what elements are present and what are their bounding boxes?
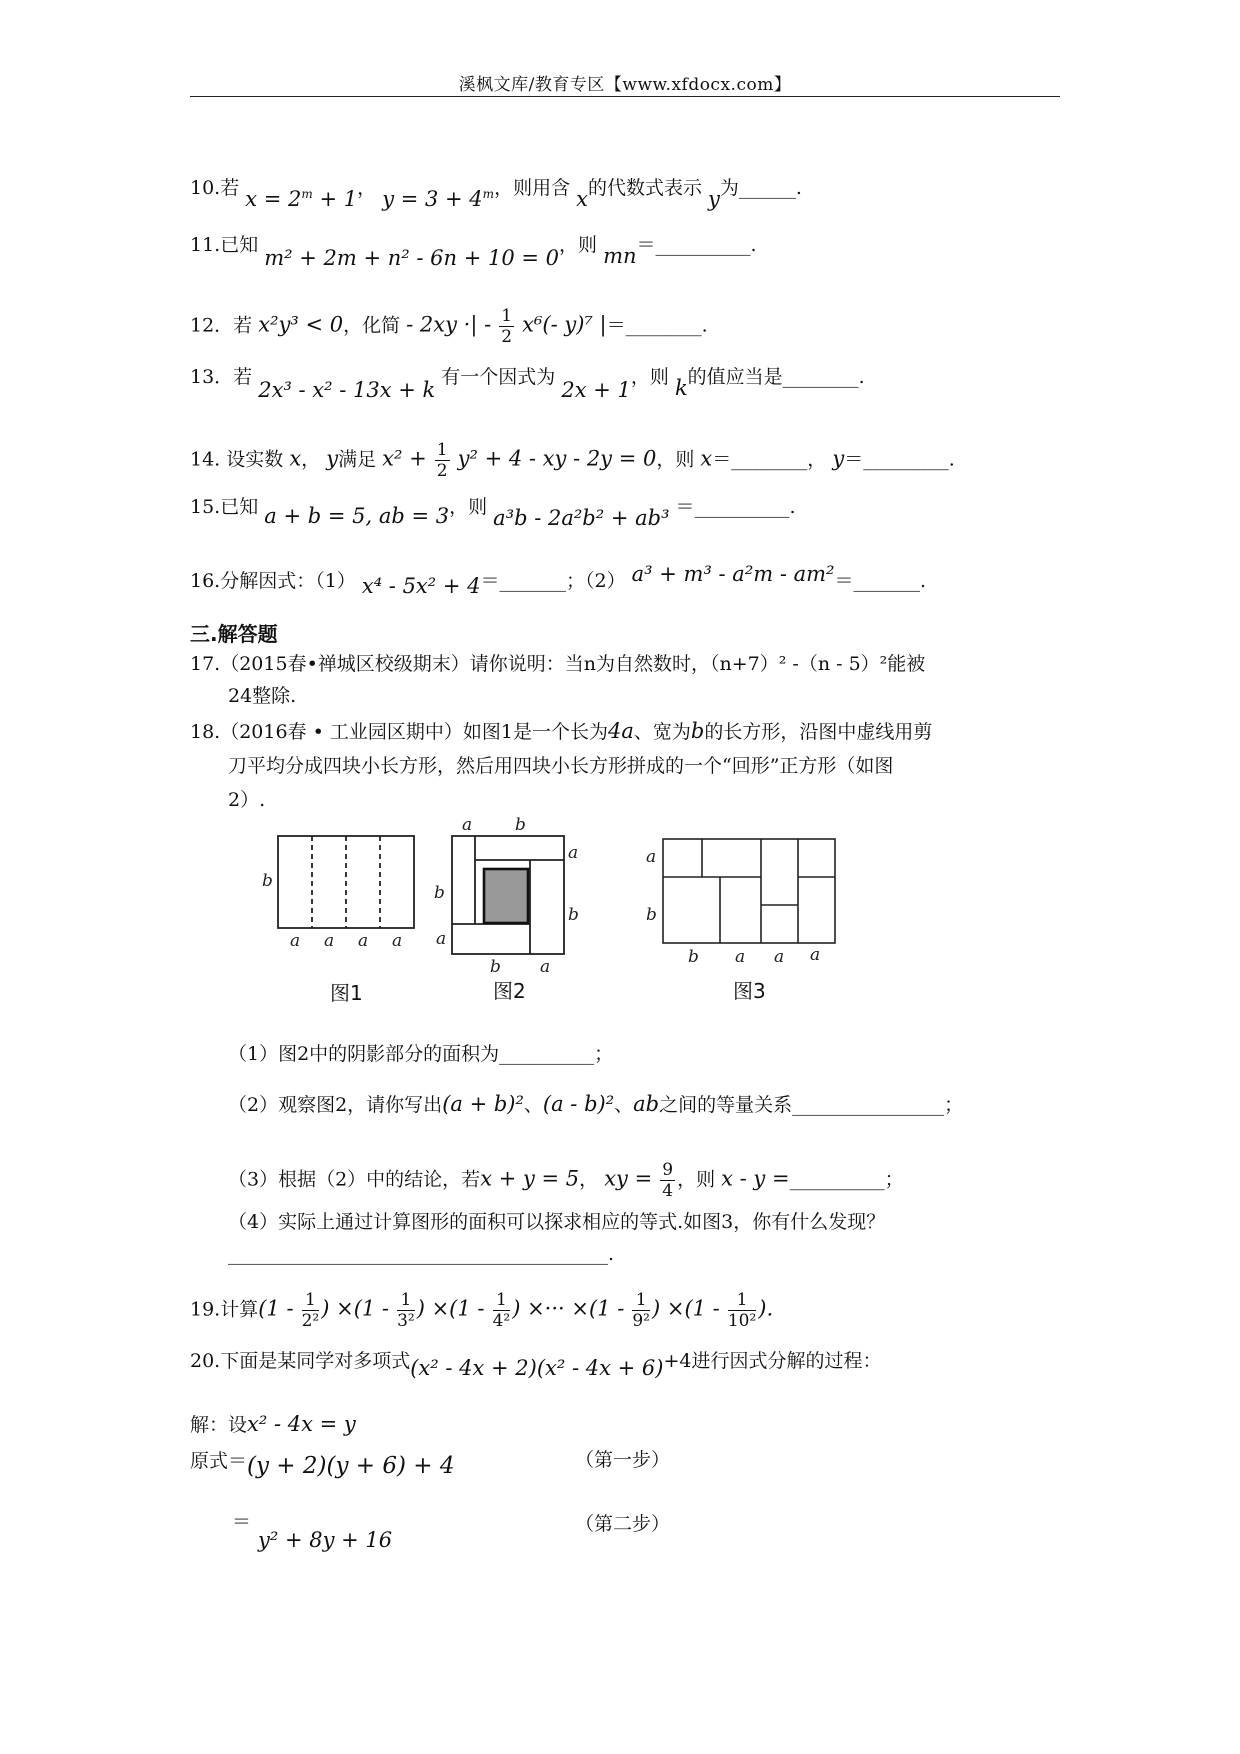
- q19-frac-num: 1: [493, 1290, 511, 1311]
- q10-exp2: m: [482, 187, 495, 201]
- q19-frac-den: 3²: [397, 1311, 415, 1331]
- question-19: [190, 1290, 773, 1331]
- q16-text1: ＝_______；（2）: [480, 570, 626, 592]
- solution-line-3: [232, 1508, 251, 1536]
- solution-equals: ＝: [232, 1511, 252, 1533]
- fig2-label-b: b: [490, 957, 501, 977]
- q12-condition: x²y³ < 0: [258, 312, 344, 337]
- fig1-label-a: a: [358, 931, 369, 951]
- q18-sub4-blank: ________________________________________.: [228, 1243, 615, 1265]
- fig3-label-b: b: [688, 947, 699, 967]
- q11-text1: ，则: [559, 234, 598, 256]
- page-header: 溪枫文库/教育专区【www.xfdocx.com】: [458, 75, 792, 95]
- q13-polynomial: 2x³ - x² - 13x + k: [258, 378, 436, 402]
- q19-fraction: [302, 1290, 320, 1331]
- q18-sub3-frac-den: 4: [662, 1181, 674, 1201]
- q13-var-k: k: [674, 376, 688, 400]
- q18-sub1: （1）图2中的阴影部分的面积为__________；: [228, 1043, 614, 1065]
- q11-text2: ＝__________.: [636, 234, 757, 256]
- q18-sub3-expr2: xy =: [604, 1166, 653, 1191]
- solution-substitution: x² - 4x = y: [247, 1412, 356, 1436]
- q13-text1: 有一个因式为: [441, 366, 556, 388]
- q18-sub3-c: __________；: [789, 1168, 904, 1191]
- q10-sep: ，: [357, 177, 377, 199]
- q18-sub2-expr1: (a + b)²: [442, 1092, 524, 1116]
- q18-line1-b: 、宽为: [633, 721, 691, 743]
- q19-fraction: [728, 1290, 756, 1331]
- q13-factor: 2x + 1: [561, 378, 631, 402]
- q15-text2: ＝__________.: [675, 496, 796, 518]
- solution-line-2: [190, 1446, 455, 1479]
- q18-sub3-expr1: x + y = 5: [480, 1166, 580, 1191]
- figure-1: [278, 836, 414, 928]
- q14-expr1: x² +: [382, 446, 427, 471]
- q19-term: ).: [758, 1296, 774, 1321]
- q10-text4: 为______.: [719, 177, 802, 199]
- q20-number: 20.下面是某同学对多项式: [190, 1350, 411, 1372]
- q18-line1-a: 18.（2016春 • 工业园区期中）如图1是一个长为: [190, 721, 608, 743]
- q10-expr-y-text: y = 3 + 4: [382, 187, 483, 211]
- q16-number: 16.分解因式：（1）: [190, 570, 356, 592]
- q14-text4: ＝________，: [712, 448, 827, 471]
- q19-term: ) ×(1 -: [321, 1296, 390, 1321]
- q19-frac-den: 2²: [301, 1311, 320, 1331]
- solution-step2-expr: y² + 8y + 16: [258, 1528, 393, 1552]
- q14-text1: 设实数: [220, 448, 284, 471]
- q15-condition: a + b = 5, ab = 3: [264, 504, 450, 528]
- q12-frac-num: 1: [501, 306, 513, 326]
- q13-text3: 的值应当是________.: [687, 366, 865, 388]
- q14-answer-x-var: x: [700, 446, 713, 471]
- q12-expr1: - 2xy ·| -: [406, 312, 492, 337]
- fig2-label-b: b: [434, 883, 445, 903]
- solution-original: 原式＝: [190, 1450, 248, 1472]
- fig2-caption: 图2: [493, 979, 526, 1003]
- q19-number: 19.计算: [190, 1298, 259, 1321]
- q12-text1: ，化简: [343, 314, 401, 337]
- q18-var-b: b: [690, 719, 705, 743]
- q19-fraction: [397, 1290, 415, 1331]
- fig3-label-b: b: [646, 905, 657, 925]
- q10-tail1: + 1: [312, 187, 358, 211]
- q16-text2: ＝_______.: [834, 570, 926, 592]
- q13-number: 13．若: [190, 366, 253, 388]
- q18-var-4a: 4a: [607, 719, 634, 743]
- q18-sub3-expr3: x - y =: [721, 1166, 790, 1191]
- fig2-label-b: b: [568, 905, 579, 925]
- fig3-label-a: a: [735, 947, 746, 967]
- q10-text2: ，则用含: [494, 177, 571, 199]
- q18-sub2-a: （2）观察图2，请你写出: [228, 1094, 443, 1116]
- q16-expr1: x⁴ - 5x² + 4: [361, 574, 481, 598]
- q14-text5: ＝_________.: [844, 448, 955, 471]
- fig2-label-a: a: [568, 843, 579, 863]
- q19-term: ) ×(1 -: [651, 1296, 720, 1321]
- fig1-label-a: a: [324, 931, 335, 951]
- q14-text2: 满足: [338, 448, 377, 471]
- q14-var-y: y: [326, 446, 339, 471]
- question-20: [190, 1346, 882, 1380]
- fig3-label-a: a: [810, 945, 821, 965]
- fig3-label-a: a: [646, 847, 657, 867]
- q15-text1: ，则: [449, 496, 488, 518]
- q19-fraction: [632, 1290, 650, 1331]
- solution-step2-label: （第二步）: [575, 1513, 671, 1535]
- q18-line1-c: 的长方形，沿图中虚线用剪: [704, 721, 933, 743]
- figure-2: [452, 836, 564, 954]
- q20-text1: +4进行因式分解的过程：: [663, 1350, 882, 1372]
- q10-exp1: m: [301, 187, 313, 201]
- q13-text2: ，则: [630, 366, 669, 388]
- q10-expr-x-text: x = 2: [245, 187, 302, 211]
- q18-sub2-b: 之间的等量关系________________；: [659, 1094, 964, 1116]
- q18-sub3-fraction: [660, 1160, 675, 1201]
- q18-sub3-b: ，则: [677, 1168, 716, 1191]
- fig2-label-a: a: [540, 957, 551, 977]
- q12-frac-den: 2: [501, 327, 513, 347]
- q18-sub3: [228, 1160, 904, 1201]
- q14-answer-y-var: y: [832, 446, 845, 471]
- q14-text3: ，则: [656, 448, 695, 471]
- q10-var-y: y: [708, 187, 720, 211]
- q19-term: ) ×··· ×(1 -: [512, 1296, 625, 1321]
- fig1-label-a: a: [290, 931, 301, 951]
- q18-sub2-sep: 、: [523, 1094, 543, 1116]
- q19-frac-num: 1: [728, 1290, 756, 1311]
- q18-sub2: [228, 1090, 963, 1119]
- solution-line-1: [190, 1410, 356, 1439]
- section-title: 三.解答题: [190, 622, 278, 646]
- q18-sub2-expr2: (a - b)²: [542, 1092, 615, 1116]
- solution-step1-label: （第一步）: [575, 1449, 671, 1471]
- q18-sub3-a: （3）根据（2）中的结论，若: [228, 1168, 481, 1191]
- solution-label: 解：设: [190, 1414, 248, 1436]
- fig3-caption: 图3: [733, 979, 766, 1003]
- q19-frac-den: 9²: [632, 1311, 650, 1331]
- q19-fraction: [493, 1290, 511, 1331]
- fig2-label-a: a: [436, 929, 447, 949]
- q15-expr: a³b - 2a²b² + ab³: [493, 506, 670, 530]
- fig1-label-b: b: [262, 871, 273, 891]
- q19-frac-num: 1: [632, 1290, 650, 1311]
- solution-step2-expr-wrap: [258, 1526, 392, 1555]
- q11-var-mn: mn: [603, 244, 637, 268]
- q19-term: ) ×(1 -: [416, 1296, 485, 1321]
- q11-expr: m² + 2m + n² - 6n + 10 = 0: [264, 246, 560, 270]
- fig2-label-b: b: [515, 815, 526, 835]
- q14-expr2: y² + 4 - xy - 2y = 0: [457, 446, 657, 471]
- q14-frac-num: 1: [436, 440, 448, 460]
- q16-expr2: a³ + m³ - a²m - am²: [631, 562, 835, 586]
- fig2-shaded-square: [484, 869, 528, 923]
- q14-var-x: x: [289, 446, 302, 471]
- q18-sub3-sep: ，: [579, 1168, 599, 1191]
- question-18-line2: 刀平均分成四块小长方形，然后用四块小长方形拼成的一个“回形”正方形（如图: [228, 755, 894, 777]
- q18-sub3-frac-num: 9: [662, 1160, 674, 1180]
- q20-expr: (x² - 4x + 2)(x² - 4x + 6): [410, 1356, 664, 1380]
- q11-number: 11.已知: [190, 234, 259, 256]
- q10-var-x: x: [576, 187, 588, 211]
- figure-3: [663, 839, 835, 943]
- q19-frac-den: 4²: [492, 1311, 511, 1331]
- fig3-label-a: a: [774, 947, 785, 967]
- q14-number: 14.: [190, 448, 221, 471]
- question-17: 17.（2015春•禅城区校级期末）请你说明：当n为自然数时，（n+7）² -（n - 5）²能被: [190, 653, 926, 675]
- q19-frac-num: 1: [397, 1290, 415, 1311]
- q12-text2: ＝________.: [606, 314, 708, 337]
- q10-text3: 的代数式表示: [587, 177, 702, 199]
- q18-sub2-sep: 、: [614, 1094, 634, 1116]
- q18-sub2-expr3: ab: [633, 1092, 660, 1116]
- fig3-outer-rectangle: [663, 839, 835, 943]
- fig1-caption: 图1: [330, 981, 363, 1005]
- q19-term: (1 -: [258, 1296, 294, 1321]
- q15-number: 15.已知: [190, 496, 259, 518]
- q19-frac-den: 10²: [727, 1311, 757, 1331]
- question-18-line3: 2）.: [228, 789, 266, 811]
- q12-number: 12．若: [190, 314, 253, 337]
- q12-expr2: x⁶(- y)⁷ |: [522, 312, 607, 337]
- fig1-label-a: a: [392, 931, 403, 951]
- q10-number: 10.若: [190, 177, 240, 199]
- q14-sep: ，: [301, 448, 321, 471]
- q14-frac-den: 2: [436, 461, 448, 481]
- fig2-label-a: a: [462, 815, 473, 835]
- q18-sub4: （4）实际上通过计算图形的面积可以探求相应的等式.如图3，你有什么发现？: [228, 1211, 886, 1233]
- solution-step1-expr: (y + 2)(y + 6) + 4: [247, 1453, 455, 1479]
- q19-frac-num: 1: [302, 1290, 320, 1311]
- question-17-cont: 24整除.: [228, 685, 297, 707]
